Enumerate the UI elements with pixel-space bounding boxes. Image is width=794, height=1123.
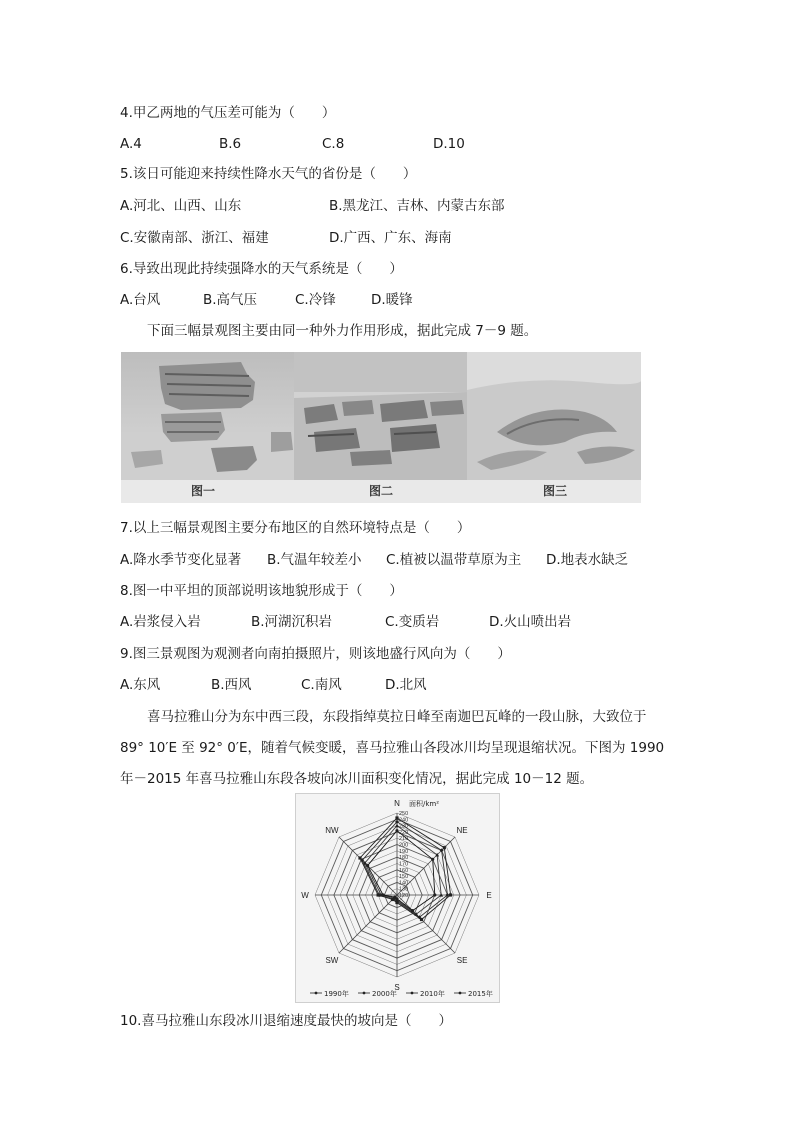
q9-option-b: B.西风 <box>211 677 252 693</box>
radar-axis-label: E <box>486 891 492 900</box>
q10-stem: 10.喜马拉雅山东段冰川退缩速度最快的坡向是（ ） <box>120 1013 452 1029</box>
radar-tick-label: 160 <box>399 867 409 874</box>
photo-label-3: 图三 <box>543 484 568 498</box>
radar-tick-label: 150 <box>399 874 409 881</box>
photo-panel-2 <box>294 352 467 480</box>
q9-option-a: A.东风 <box>120 677 161 693</box>
q7-option-b: B.气温年较差小 <box>267 552 362 568</box>
q6-stem: 6.导致出现此持续强降水的天气系统是（ ） <box>120 261 403 277</box>
q8-stem: 8.图一中平坦的顶部说明该地貌形成于（ ） <box>120 583 403 599</box>
q4-option-d: D.10 <box>433 136 465 152</box>
radar-point <box>366 864 369 867</box>
radar-point <box>443 846 446 849</box>
radar-point <box>433 893 436 896</box>
radar-axis-label: N <box>394 799 400 808</box>
landform-photos <box>121 352 641 503</box>
radar-point <box>395 816 398 819</box>
legend-marker <box>315 992 318 995</box>
q6-option-d: D.暖锋 <box>371 292 413 308</box>
legend-label: 2015年 <box>468 990 493 998</box>
radar-spoke <box>397 895 455 953</box>
legend-marker <box>363 992 366 995</box>
q9-stem: 9.图三景观图为观测者向南拍摄照片，则该地盛行风向为（ ） <box>120 646 511 662</box>
radar-axis-label: SE <box>456 956 468 966</box>
q6-option-c: C.冷锋 <box>295 292 336 308</box>
legend-marker <box>459 992 462 995</box>
q5-stem: 5.该日可能迎来持续性降水天气的省份是（ ） <box>120 166 417 182</box>
radar-point <box>411 909 414 912</box>
radar-point <box>449 893 452 896</box>
photo-panel-3 <box>467 352 641 480</box>
q7-option-c: C.植被以温带草原为主 <box>386 552 522 568</box>
radar-axis-label: S <box>394 983 400 992</box>
radar-point <box>358 856 361 859</box>
photo-label-1: 图一 <box>191 484 216 498</box>
photo-label-2: 图二 <box>369 484 394 498</box>
radar-axis-label: W <box>301 891 309 900</box>
radar-axis-label: NE <box>456 825 468 835</box>
intro-10-12-line3: 年－2015 年喜马拉雅山东段各坡向冰川面积变化情况，据此完成 10－12 题。 <box>120 771 594 787</box>
legend-label: 2010年 <box>420 990 445 998</box>
q7-option-d: D.地表水缺乏 <box>546 552 629 568</box>
legend-marker <box>411 992 414 995</box>
radar-tick-label: 230 <box>399 823 409 830</box>
q4-stem: 4.甲乙两地的气压差可能为（ ） <box>120 105 336 121</box>
q5-option-b: B.黑龙江、吉林、内蒙古东部 <box>329 198 505 214</box>
intro-7-9: 下面三幅景观图主要由同一种外力作用形成，据此完成 7－9 题。 <box>147 323 538 339</box>
radar-tick-label: 190 <box>399 848 409 855</box>
radar-tick-label: 180 <box>399 855 409 862</box>
radar-svg <box>296 794 499 1002</box>
radar-point <box>393 896 396 899</box>
intro-10-12-line2: 89° 10′E 至 92° 0′E，随着气候变暖，喜马拉雅山各段冰川均呈现退缩状况。下图为 1990 <box>120 740 665 756</box>
radar-tick-label: 170 <box>399 861 409 868</box>
q8-option-d: D.火山喷出岩 <box>489 614 572 630</box>
legend-label: 2000年 <box>372 990 397 998</box>
q8-option-a: A.岩浆侵入岩 <box>120 614 201 630</box>
q6-option-a: A.台风 <box>120 292 161 308</box>
radar-tick-label: 250 <box>399 811 409 817</box>
q4-option-c: C.8 <box>322 136 345 152</box>
radar-tick-label: 120 <box>399 893 409 899</box>
radar-axis-label: NW <box>325 825 339 835</box>
radar-tick-label: 140 <box>399 880 409 887</box>
radar-tick-label: 240 <box>399 817 409 824</box>
q9-option-d: D.北风 <box>385 677 427 693</box>
q5-option-a: A.河北、山西、山东 <box>120 198 242 214</box>
q4-option-a: A.4 <box>120 136 142 152</box>
q5-option-c: C.安徽南部、浙江、福建 <box>120 230 269 246</box>
radar-tick-label: 130 <box>399 886 409 893</box>
q8-option-b: B.河湖沉积岩 <box>251 614 333 630</box>
radar-point <box>420 918 423 921</box>
q8-option-c: C.变质岩 <box>385 614 440 630</box>
radar-spoke <box>339 895 397 953</box>
radar-point <box>382 893 385 896</box>
radar-point <box>431 858 434 861</box>
q9-option-c: C.南风 <box>301 677 342 693</box>
q7-option-a: A.降水季节变化显著 <box>120 552 242 568</box>
legend-label: 1990年 <box>324 990 349 998</box>
intro-10-12-line1: 喜马拉雅山分为东中西三段，东段指绰莫拉日峰至南迦巴瓦峰的一段山脉，大致位于 <box>147 709 647 725</box>
q7-stem: 7.以上三幅景观图主要分布地区的自然环境特点是（ ） <box>120 520 471 536</box>
q4-option-b: B.6 <box>219 136 242 152</box>
photo-panel-1 <box>121 352 294 480</box>
q5-option-d: D.广西、广东、海南 <box>329 230 452 246</box>
glacier-area-radar-chart <box>295 793 500 1003</box>
radar-tick-label: 220 <box>399 829 409 836</box>
radar-tick-label: 210 <box>399 836 409 843</box>
q6-option-b: B.高气压 <box>203 292 258 308</box>
radar-axis-label: SW <box>325 956 339 966</box>
radar-point <box>395 829 398 832</box>
radar-tick-label: 200 <box>399 842 409 849</box>
radar-unit-label: 面积/km² <box>409 800 440 808</box>
